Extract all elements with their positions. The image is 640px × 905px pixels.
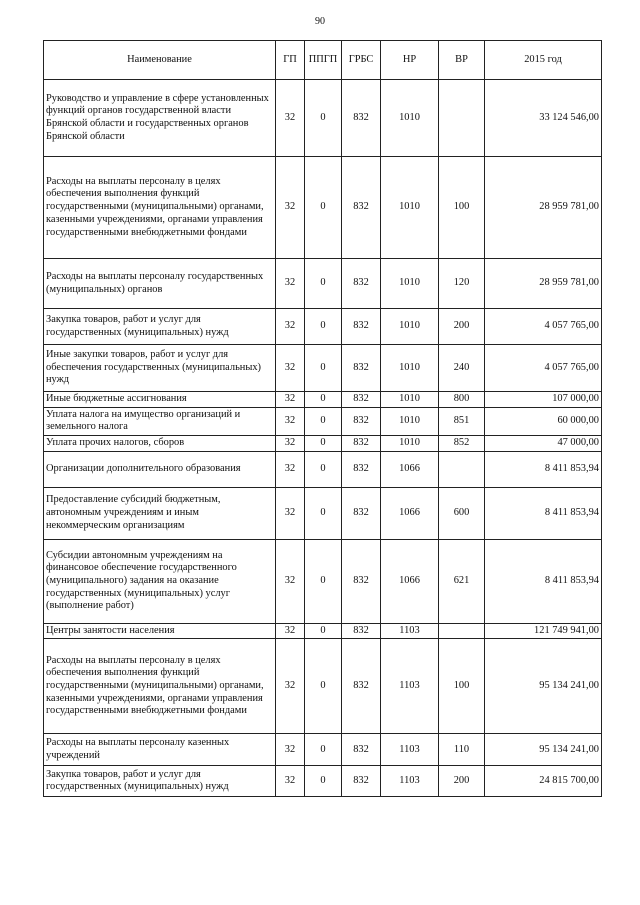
- row-grbs: 832: [342, 639, 381, 734]
- row-pgp: 0: [305, 309, 342, 345]
- row-name: Расходы на выплаты персоналу государственных (муниципальных) органов: [44, 259, 276, 309]
- row-grbs: 832: [342, 309, 381, 345]
- row-nr: 1066: [381, 451, 439, 487]
- row-pgp: 0: [305, 259, 342, 309]
- row-vr: [439, 451, 485, 487]
- row-nr: 1103: [381, 639, 439, 734]
- row-sum: 95 134 241,00: [485, 734, 602, 766]
- table-row: [44, 407, 602, 435]
- header-vr: ВР: [439, 41, 485, 80]
- row-gp: 32: [276, 80, 305, 157]
- row-vr: 240: [439, 345, 485, 392]
- row-pgp: 0: [305, 539, 342, 623]
- row-grbs: 832: [342, 451, 381, 487]
- row-nr: 1010: [381, 80, 439, 157]
- row-nr: 1010: [381, 309, 439, 345]
- header-gp: ГП: [276, 41, 305, 80]
- row-vr: [439, 80, 485, 157]
- row-pgp: 0: [305, 639, 342, 734]
- page-number: 90: [315, 16, 325, 27]
- header-grbs: ГРБС: [342, 41, 381, 80]
- row-grbs: 832: [342, 157, 381, 259]
- row-pgp: 0: [305, 766, 342, 797]
- row-nr: 1010: [381, 157, 439, 259]
- row-grbs: 832: [342, 80, 381, 157]
- table-header-row: [44, 41, 602, 80]
- row-name: Иные закупки товаров, работ и услуг для обеспечения государственных (муниципальных) нужд: [44, 345, 276, 392]
- row-name: Уплата прочих налогов, сборов: [44, 436, 276, 452]
- row-vr: 800: [439, 392, 485, 408]
- row-gp: 32: [276, 451, 305, 487]
- row-gp: 32: [276, 392, 305, 408]
- row-sum: 47 000,00: [485, 436, 602, 452]
- table-row: [44, 734, 602, 766]
- row-gp: 32: [276, 623, 305, 639]
- row-gp: 32: [276, 407, 305, 435]
- row-sum: 60 000,00: [485, 407, 602, 435]
- row-vr: 621: [439, 539, 485, 623]
- header-year: 2015 год: [485, 41, 602, 80]
- row-pgp: 0: [305, 407, 342, 435]
- row-name: Центры занятости населения: [44, 623, 276, 639]
- table-row: [44, 259, 602, 309]
- header-name: Наименование: [44, 41, 276, 80]
- row-pgp: 0: [305, 436, 342, 452]
- table-row: [44, 157, 602, 259]
- row-grbs: 832: [342, 539, 381, 623]
- row-sum: 8 411 853,94: [485, 539, 602, 623]
- row-nr: 1010: [381, 345, 439, 392]
- row-sum: 8 411 853,94: [485, 451, 602, 487]
- row-sum: 8 411 853,94: [485, 487, 602, 539]
- row-vr: 852: [439, 436, 485, 452]
- row-gp: 32: [276, 259, 305, 309]
- row-gp: 32: [276, 157, 305, 259]
- row-nr: 1103: [381, 734, 439, 766]
- table-row: [44, 309, 602, 345]
- row-name: Закупка товаров, работ и услуг для государственных (муниципальных) нужд: [44, 309, 276, 345]
- row-vr: 200: [439, 766, 485, 797]
- row-nr: 1066: [381, 487, 439, 539]
- row-grbs: 832: [342, 623, 381, 639]
- row-pgp: 0: [305, 734, 342, 766]
- row-gp: 32: [276, 436, 305, 452]
- header-pgp: ППГП: [305, 41, 342, 80]
- row-nr: 1066: [381, 539, 439, 623]
- row-name: Организации дополнительного образования: [44, 451, 276, 487]
- row-nr: 1010: [381, 407, 439, 435]
- row-gp: 32: [276, 639, 305, 734]
- row-pgp: 0: [305, 80, 342, 157]
- row-name: Расходы на выплаты персоналу казенных учреждений: [44, 734, 276, 766]
- row-sum: 28 959 781,00: [485, 157, 602, 259]
- row-grbs: 832: [342, 766, 381, 797]
- table-row: [44, 539, 602, 623]
- row-gp: 32: [276, 487, 305, 539]
- row-vr: 200: [439, 309, 485, 345]
- row-pgp: 0: [305, 392, 342, 408]
- row-gp: 32: [276, 309, 305, 345]
- row-name: Расходы на выплаты персоналу в целях обеспечения выполнения функций государственными (муниципальными) органами, казенными учреждениями, органами управления государственными внебюджетными фондами: [44, 157, 276, 259]
- row-nr: 1103: [381, 623, 439, 639]
- row-nr: 1103: [381, 766, 439, 797]
- row-nr: 1010: [381, 259, 439, 309]
- row-vr: 851: [439, 407, 485, 435]
- table-row: [44, 345, 602, 392]
- row-sum: 28 959 781,00: [485, 259, 602, 309]
- row-grbs: 832: [342, 259, 381, 309]
- row-sum: 107 000,00: [485, 392, 602, 408]
- row-vr: 100: [439, 157, 485, 259]
- row-sum: 33 124 546,00: [485, 80, 602, 157]
- table-row: [44, 766, 602, 797]
- row-grbs: 832: [342, 407, 381, 435]
- row-vr: 600: [439, 487, 485, 539]
- table-row: [44, 451, 602, 487]
- row-gp: 32: [276, 345, 305, 392]
- row-name: Уплата налога на имущество организаций и земельного налога: [44, 407, 276, 435]
- table-row: [44, 487, 602, 539]
- row-pgp: 0: [305, 451, 342, 487]
- row-vr: [439, 623, 485, 639]
- row-nr: 1010: [381, 436, 439, 452]
- row-sum: 24 815 700,00: [485, 766, 602, 797]
- row-gp: 32: [276, 766, 305, 797]
- row-sum: 4 057 765,00: [485, 309, 602, 345]
- row-pgp: 0: [305, 345, 342, 392]
- row-pgp: 0: [305, 487, 342, 539]
- row-grbs: 832: [342, 734, 381, 766]
- row-gp: 32: [276, 734, 305, 766]
- table-row: [44, 639, 602, 734]
- row-nr: 1010: [381, 392, 439, 408]
- row-grbs: 832: [342, 487, 381, 539]
- row-name: Расходы на выплаты персоналу в целях обеспечения выполнения функций государственными (муниципальными) органами, казенными учреждениями, органами управления государственными внебюджетными фондами: [44, 639, 276, 734]
- table-row: [44, 392, 602, 408]
- table-row: [44, 80, 602, 157]
- budget-table: [43, 40, 602, 797]
- row-gp: 32: [276, 539, 305, 623]
- row-name: Руководство и управление в сфере установленных функций органов государственной власти Брянской области и государственных органов Брянской области: [44, 80, 276, 157]
- row-vr: 100: [439, 639, 485, 734]
- row-sum: 95 134 241,00: [485, 639, 602, 734]
- row-grbs: 832: [342, 436, 381, 452]
- row-vr: 110: [439, 734, 485, 766]
- table-row: [44, 436, 602, 452]
- row-name: Иные бюджетные ассигнования: [44, 392, 276, 408]
- row-name: Предоставление субсидий бюджетным, автономным учреждениям и иным некоммерческим организациям: [44, 487, 276, 539]
- row-name: Субсидии автономным учреждениям на финансовое обеспечение государственного (муниципального) задания на оказание государственных (муниципальных) услуг (выполнение работ): [44, 539, 276, 623]
- row-grbs: 832: [342, 392, 381, 408]
- row-grbs: 832: [342, 345, 381, 392]
- row-sum: 4 057 765,00: [485, 345, 602, 392]
- row-sum: 121 749 941,00: [485, 623, 602, 639]
- header-nr: НР: [381, 41, 439, 80]
- table-row: [44, 623, 602, 639]
- row-vr: 120: [439, 259, 485, 309]
- row-pgp: 0: [305, 623, 342, 639]
- row-name: Закупка товаров, работ и услуг для государственных (муниципальных) нужд: [44, 766, 276, 797]
- row-pgp: 0: [305, 157, 342, 259]
